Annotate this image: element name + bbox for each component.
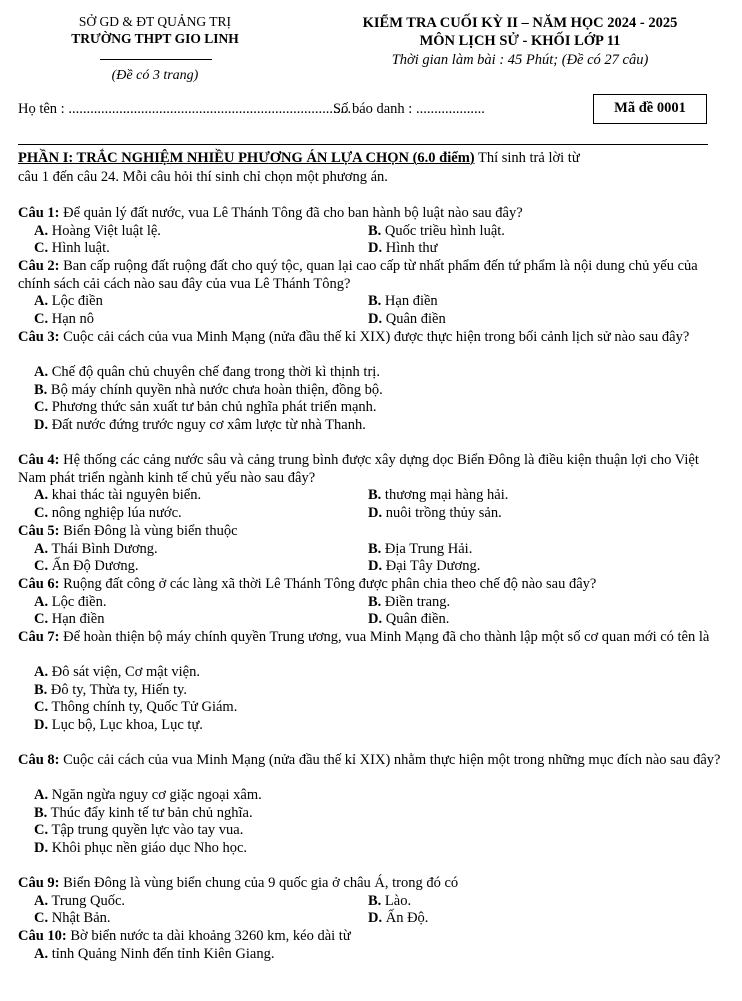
answer-option bbox=[34, 822, 243, 840]
option-letter: D. bbox=[368, 504, 383, 521]
question-1 bbox=[18, 205, 724, 223]
question-text: Ruộng đất công ở các làng xã thời Lê Thánh Tông được phân chia theo chế độ nào sau đây? bbox=[59, 576, 597, 592]
answer-option bbox=[34, 541, 158, 559]
option-letter: A. bbox=[34, 222, 49, 239]
option-letter: D. bbox=[368, 910, 383, 926]
option-letter: B. bbox=[34, 681, 48, 698]
option-text: Trung Quốc. bbox=[48, 892, 126, 909]
question-text: Để quản lý đất nước, vua Lê Thánh Tông đã cho ban hành bộ luật nào sau đây? bbox=[59, 205, 523, 221]
answer-option bbox=[368, 910, 428, 928]
answer-option bbox=[34, 699, 237, 717]
question-label: Câu 1: bbox=[18, 205, 60, 221]
header-divider bbox=[100, 59, 212, 60]
option-letter: B. bbox=[368, 892, 382, 909]
option-letter: D. bbox=[368, 611, 383, 627]
option-text: Lào. bbox=[381, 892, 412, 909]
option-letter: A. bbox=[34, 787, 49, 803]
exam-code: Mã đề 0001 bbox=[614, 100, 686, 116]
answer-option bbox=[368, 611, 449, 629]
option-letter: C. bbox=[34, 504, 49, 521]
option-text: Địa Trung Hải. bbox=[381, 540, 473, 557]
exam-subject: MÔN LỊCH SỬ - KHỐI LỚP 11 bbox=[419, 33, 621, 49]
option-letter: B. bbox=[368, 293, 382, 309]
exam-code-box bbox=[593, 94, 707, 124]
answer-option bbox=[34, 417, 366, 435]
option-text: nông nghiệp lúa nước. bbox=[48, 504, 182, 521]
answer-option bbox=[34, 223, 161, 241]
option-letter: B. bbox=[368, 222, 382, 239]
option-text: Lộc điền. bbox=[48, 593, 107, 610]
option-text: Quốc triều hình luật. bbox=[381, 222, 505, 239]
question-text: Biển Đông là vùng biển chung của 9 quốc gia ở châu Á, trong đó có bbox=[59, 875, 459, 891]
question-10 bbox=[18, 928, 724, 946]
answer-option bbox=[368, 293, 438, 311]
question-label: Câu 8: bbox=[18, 752, 60, 768]
option-text: nuôi trồng thủy sản. bbox=[382, 504, 502, 521]
option-text: Đô ty, Thừa ty, Hiến ty. bbox=[47, 681, 187, 698]
question-text: Cuộc cải cách của vua Minh Mạng (nửa đầu thế kỉ XIX) nhằm thực hiện một trong những mục đích nào sau đây? bbox=[59, 752, 721, 768]
answer-option bbox=[34, 594, 107, 612]
option-letter: C. bbox=[34, 399, 49, 415]
option-letter: D. bbox=[368, 310, 383, 327]
option-letter: A. bbox=[34, 664, 49, 680]
option-letter: A. bbox=[34, 364, 49, 380]
option-letter: D. bbox=[34, 416, 49, 433]
question-label: Câu 5: bbox=[18, 523, 60, 539]
option-text: Hạn điền bbox=[381, 293, 438, 309]
section-title: PHẦN I: TRẮC NGHIỆM NHIỀU PHƯƠNG ÁN LỰA CHỌN (6.0 điểm) bbox=[18, 150, 475, 166]
pages-note: (Đề có 3 trang) bbox=[111, 68, 199, 83]
answer-option bbox=[34, 558, 139, 576]
section-instruction: Thí sinh trả lời từ bbox=[474, 150, 580, 166]
student-id-label: Số báo danh : bbox=[333, 101, 416, 117]
question-text: Để hoàn thiện bộ máy chính quyền Trung ương, vua Minh Mạng đã cho thành lập một số cơ quan mới có tên là bbox=[59, 629, 710, 645]
option-text: Thông chính ty, Quốc Tử Giám. bbox=[48, 699, 238, 715]
option-letter: D. bbox=[368, 558, 383, 574]
section-heading-line bbox=[18, 149, 580, 167]
option-letter: B. bbox=[368, 487, 382, 503]
option-text: Thái Bình Dương. bbox=[48, 540, 158, 557]
answer-option bbox=[34, 946, 274, 964]
option-text: thương mại hàng hải. bbox=[381, 487, 509, 503]
option-letter: D. bbox=[368, 240, 383, 256]
option-text: Ngăn ngừa nguy cơ giặc ngoại xâm. bbox=[48, 787, 262, 803]
option-text: Lục bộ, Lục khoa, Lục tự. bbox=[48, 716, 203, 733]
question-7 bbox=[18, 629, 724, 647]
option-letter: D. bbox=[34, 839, 49, 856]
option-text: Hạn nô bbox=[48, 310, 95, 327]
option-text: Quân điền. bbox=[382, 611, 450, 627]
option-letter: C. bbox=[34, 699, 49, 715]
question-6 bbox=[18, 576, 724, 594]
question-text: Hệ thống các cảng nước sâu và cảng trung bình được xây dựng dọc Biển Đông là điều kiện thuận lợi cho Việt Nam phát triển ngành kinh tế chủ yếu nào sau đây? bbox=[18, 452, 699, 486]
school-name: TRƯỜNG THPT GIO LINH bbox=[71, 31, 239, 46]
answer-option bbox=[34, 505, 182, 523]
question-label: Câu 3: bbox=[18, 329, 60, 345]
question-3 bbox=[18, 329, 724, 347]
option-letter: B. bbox=[34, 381, 48, 398]
option-letter: C. bbox=[34, 910, 49, 926]
section-divider bbox=[18, 144, 708, 145]
question-text: Cuộc cải cách của vua Minh Mạng (nửa đầu thế kỉ XIX) được thực hiện trong bối cảnh lịch sử nào sau đây? bbox=[59, 329, 690, 345]
answer-option bbox=[368, 240, 438, 258]
option-text: Quân điền bbox=[382, 310, 446, 327]
option-text: khai thác tài nguyên biển. bbox=[48, 487, 202, 503]
option-letter: A. bbox=[34, 487, 49, 503]
option-text: Đô sát viện, Cơ mật viện. bbox=[48, 664, 200, 680]
option-letter: C. bbox=[34, 310, 49, 327]
question-label: Câu 4: bbox=[18, 452, 60, 468]
answer-option bbox=[34, 364, 380, 382]
option-text: Điền trang. bbox=[381, 593, 451, 610]
student-id-blank: ................... bbox=[415, 101, 485, 117]
option-text: Tập trung quyền lực vào tay vua. bbox=[48, 822, 244, 838]
question-2 bbox=[18, 258, 724, 293]
answer-option bbox=[34, 717, 203, 735]
option-letter: C. bbox=[34, 611, 49, 627]
answer-option bbox=[368, 541, 472, 559]
option-letter: A. bbox=[34, 892, 49, 909]
answer-option bbox=[34, 487, 201, 505]
answer-option bbox=[368, 223, 505, 241]
answer-option bbox=[368, 594, 450, 612]
option-text: Hình luật. bbox=[48, 240, 110, 256]
answer-option bbox=[34, 611, 104, 629]
option-text: tỉnh Quảng Ninh đến tỉnh Kiên Giang. bbox=[48, 945, 275, 962]
answer-option bbox=[34, 910, 111, 928]
answer-option bbox=[34, 893, 125, 911]
option-text: Lộc điền bbox=[48, 293, 103, 309]
option-letter: A. bbox=[34, 945, 49, 962]
answer-option bbox=[34, 311, 94, 329]
option-letter: B. bbox=[34, 804, 48, 821]
student-name-line bbox=[18, 101, 351, 118]
option-text: Đất nước đứng trước nguy cơ xâm lược từ nhà Thanh. bbox=[48, 416, 366, 433]
question-label: Câu 9: bbox=[18, 875, 60, 891]
option-text: Hoàng Việt luật lệ. bbox=[48, 222, 161, 239]
section-instruction-cont: câu 1 đến câu 24. Mỗi câu hỏi thí sinh chỉ chọn một phương án. bbox=[18, 169, 388, 185]
answer-option bbox=[368, 487, 508, 505]
answer-option bbox=[34, 240, 110, 258]
time-note: Thời gian làm bài : 45 Phút; (Đề có 27 câu) bbox=[391, 52, 649, 68]
question-text: Ban cấp ruộng đất ruộng đất cho quý tộc, quan lại cao cấp từ nhất phẩm đến tứ phẩm là nội dung chủ yếu của chính sách cải cách nào sau đây của vua Lê Thánh Tông? bbox=[18, 258, 698, 292]
question-4 bbox=[18, 452, 724, 487]
answer-option bbox=[34, 399, 377, 417]
answer-option bbox=[34, 382, 383, 400]
student-name-label: Họ tên : bbox=[18, 101, 69, 117]
question-label: Câu 6: bbox=[18, 576, 60, 592]
option-letter: B. bbox=[368, 593, 382, 610]
option-text: Khôi phục nền giáo dục Nho học. bbox=[48, 839, 248, 856]
option-text: Thúc đẩy kinh tế tư bản chủ nghĩa. bbox=[47, 804, 253, 821]
option-letter: A. bbox=[34, 540, 49, 557]
option-letter: C. bbox=[34, 240, 49, 256]
option-text: Ấn Độ. bbox=[382, 910, 429, 926]
answer-option bbox=[368, 558, 480, 576]
option-text: Ấn Độ Dương. bbox=[48, 558, 139, 574]
question-label: Câu 10: bbox=[18, 928, 67, 944]
question-text: Bờ biển nước ta dài khoảng 3260 km, kéo dài từ bbox=[66, 928, 351, 944]
question-8 bbox=[18, 752, 724, 770]
option-text: Hạn điền bbox=[48, 611, 105, 627]
answer-option bbox=[34, 682, 187, 700]
option-text: Đại Tây Dương. bbox=[382, 558, 481, 574]
option-letter: C. bbox=[34, 558, 49, 574]
option-letter: A. bbox=[34, 293, 49, 309]
option-text: Bộ máy chính quyền nhà nước chưa hoàn thiện, đồng bộ. bbox=[47, 381, 383, 398]
option-text: Chế độ quân chủ chuyên chế đang trong thời kì thịnh trị. bbox=[48, 364, 380, 380]
answer-option bbox=[368, 505, 502, 523]
answer-option bbox=[34, 787, 262, 805]
option-text: Nhật Bản. bbox=[48, 910, 111, 926]
answer-option bbox=[34, 805, 253, 823]
answer-option bbox=[34, 664, 200, 682]
department-name: SỞ GD & ĐT QUẢNG TRỊ bbox=[78, 14, 232, 29]
student-name-blank: .............................................................................. bbox=[68, 101, 352, 117]
student-id-line bbox=[333, 101, 485, 118]
option-letter: B. bbox=[368, 540, 382, 557]
question-text: Biển Đông là vùng biển thuộc bbox=[59, 523, 238, 539]
answer-option bbox=[368, 311, 446, 329]
question-5 bbox=[18, 523, 724, 541]
answer-option bbox=[368, 893, 411, 911]
option-text: Hình thư bbox=[382, 240, 438, 256]
question-9 bbox=[18, 875, 724, 893]
question-label: Câu 2: bbox=[18, 258, 60, 274]
option-letter: A. bbox=[34, 593, 49, 610]
exam-title: KIỂM TRA CUỐI KỲ II – NĂM HỌC 2024 - 2025 bbox=[362, 15, 678, 31]
option-letter: C. bbox=[34, 822, 49, 838]
question-label: Câu 7: bbox=[18, 629, 60, 645]
answer-option bbox=[34, 840, 247, 858]
option-text: Phương thức sản xuất tư bản chủ nghĩa phát triển mạnh. bbox=[48, 399, 377, 415]
answer-option bbox=[34, 293, 103, 311]
option-letter: D. bbox=[34, 716, 49, 733]
